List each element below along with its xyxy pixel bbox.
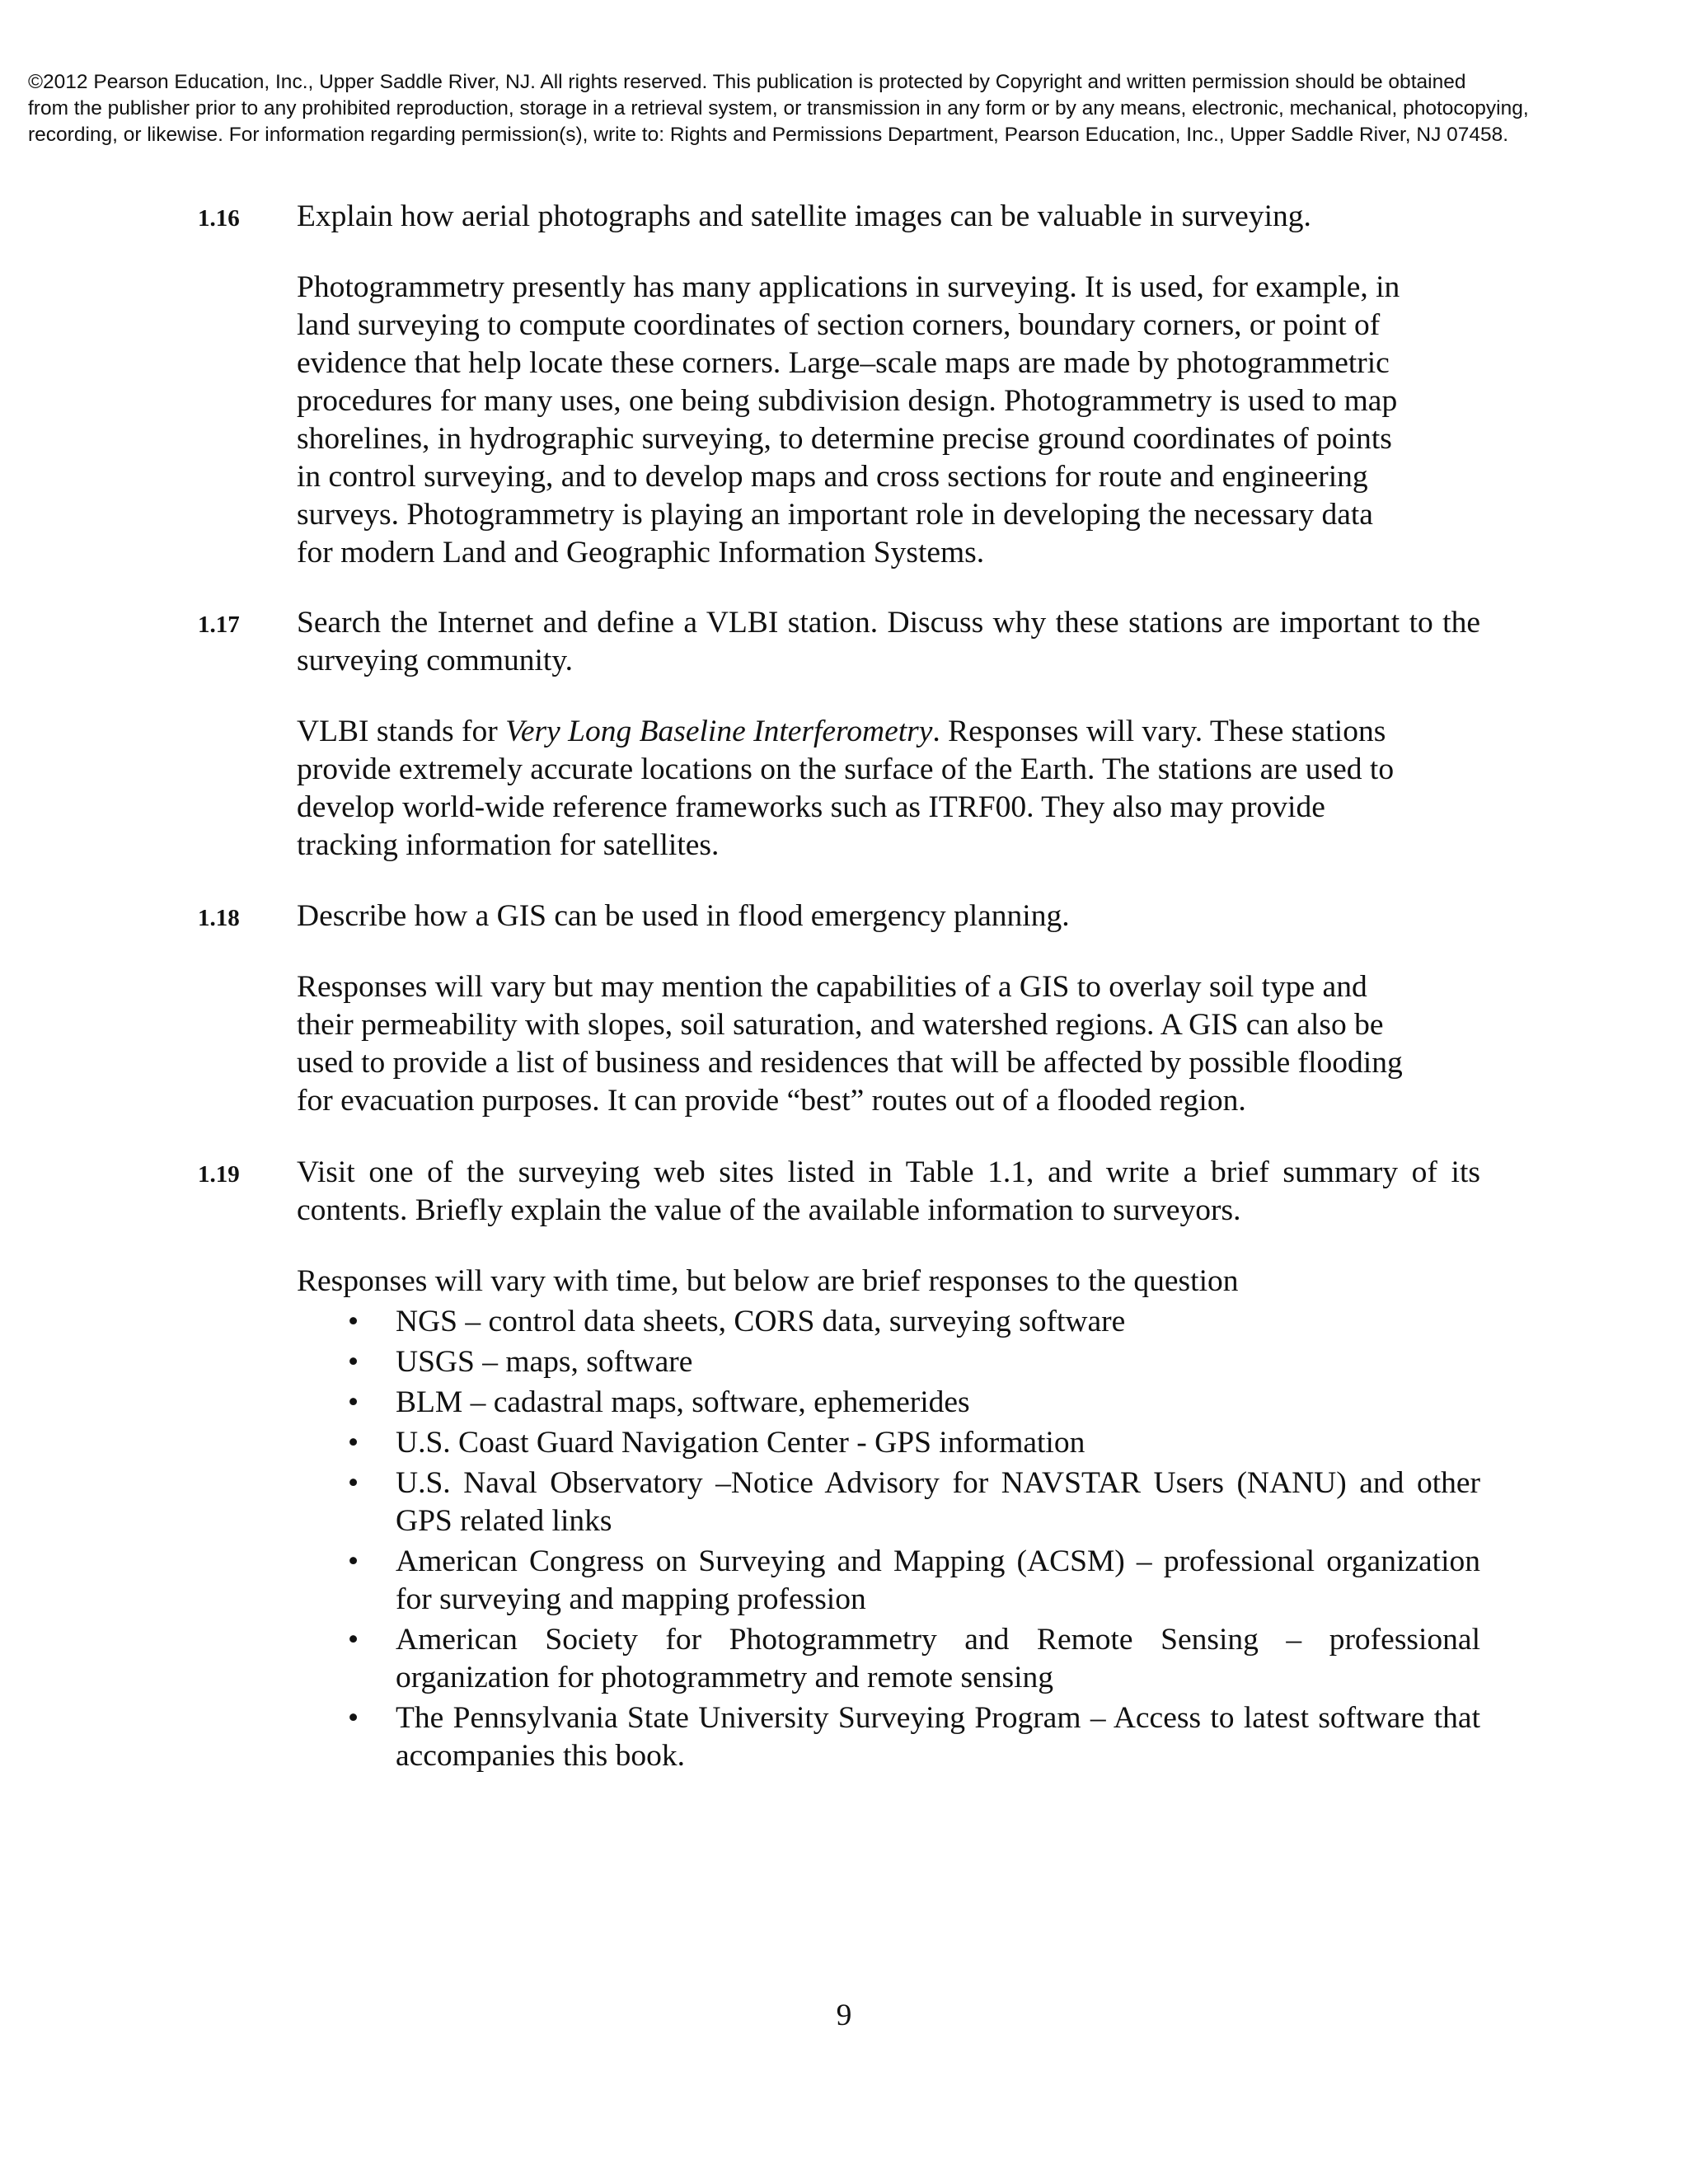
answer-line: provide extremely accurate locations on the surface of the Earth. The stations are used to (297, 752, 1395, 786)
answer-line: evidence that help locate these corners. Large–scale maps are made by photogrammetric (297, 346, 1390, 380)
answer-line: used to provide a list of business and residences that will be affected by possible flooding (297, 1046, 1403, 1080)
answer-line: their permeability with slopes, soil saturation, and watershed regions. A GIS can also be (297, 1008, 1384, 1042)
problem-question: Describe how a GIS can be used in flood emergency planning. (297, 899, 1070, 933)
list-item-text: The Pennsylvania State University Surveying Program – Access to latest software that accompanies this book. (396, 1701, 1480, 1773)
problem-1-19 (198, 1154, 1484, 1775)
answer-line (297, 713, 1480, 751)
list-item-text: American Congress on Surveying and Mapping (ACSM) – professional organization for surveying and mapping profession (396, 1544, 1480, 1616)
bullet-icon: • (348, 1701, 359, 1735)
answer-line: shorelines, in hydrographic surveying, to determine precise ground coordinates of points (297, 422, 1392, 456)
answer-italic-term: Very Long Baseline Interferometry (505, 715, 933, 748)
bullet-icon: • (348, 1466, 359, 1500)
answer-prefix: VLBI stands for (297, 715, 506, 748)
problem-number: 1.18 (198, 905, 240, 931)
list-item (297, 1303, 1480, 1341)
answer-suffix: . Responses will vary. These stations (932, 715, 1386, 748)
list-item (297, 1543, 1480, 1619)
list-item-text: American Society for Photogrammetry and Remote Sensing – professional organization for photogrammetry and remote sensing (396, 1623, 1480, 1694)
list-item-text: BLM – cadastral maps, software, ephemerides (396, 1385, 970, 1419)
copyright-line: from the publisher prior to any prohibited reproduction, storage in a retrieval system, or transmission in any form or by any means, electronic, mechanical, photocopying, (28, 97, 1529, 120)
answer-line: for evacuation purposes. It can provide “best” routes out of a flooded region. (297, 1084, 1246, 1118)
problem-1-16 (198, 198, 1484, 572)
list-item (297, 1465, 1480, 1540)
list-item (297, 1621, 1480, 1697)
list-item-text: U.S. Coast Guard Navigation Center - GPS information (396, 1426, 1085, 1460)
problem-question: Visit one of the surveying web sites listed in Table 1.1, and write a brief summary of its contents. Briefly explain the value of the available information to surveyors. (297, 1155, 1480, 1227)
bullet-icon: • (348, 1426, 359, 1460)
answer-line: surveys. Photogrammetry is playing an important role in developing the necessary data (297, 498, 1373, 532)
problem-1-17 (198, 604, 1484, 865)
bullet-icon: • (348, 1345, 359, 1379)
answer-line: Responses will vary but may mention the capabilities of a GIS to overlay soil type and (297, 970, 1367, 1004)
list-item-text: NGS – control data sheets, CORS data, surveying software (396, 1305, 1126, 1338)
list-item (297, 1424, 1480, 1462)
problem-answer (297, 269, 1480, 572)
problem-answer (297, 968, 1480, 1120)
copyright-header (28, 69, 1660, 148)
response-list (297, 1303, 1480, 1775)
bullet-icon: • (348, 1623, 359, 1657)
answer-line: develop world-wide reference frameworks such as ITRF00. They also may provide (297, 790, 1325, 824)
answer-line: procedures for many uses, one being subdivision design. Photogrammetry is used to map (297, 384, 1398, 418)
list-item (297, 1699, 1480, 1775)
copyright-line: ©2012 Pearson Education, Inc., Upper Saddle River, NJ. All rights reserved. This publication is protected by Copyright and written permission should be obtained (28, 71, 1466, 93)
problem-1-18 (198, 898, 1484, 1120)
list-item-text: USGS – maps, software (396, 1345, 693, 1379)
answer-line: land surveying to compute coordinates of section corners, boundary corners, or point of (297, 308, 1381, 342)
problem-number: 1.17 (198, 612, 240, 638)
copyright-line: recording, or likewise. For information regarding permission(s), write to: Rights and Permissions Department, Pearson Education, Inc., Upper Saddle River, NJ 07458. (28, 124, 1509, 146)
bullet-icon: • (348, 1305, 359, 1338)
problem-question: Explain how aerial photographs and satellite images can be valuable in surveying. (297, 199, 1311, 233)
bullet-icon: • (348, 1385, 359, 1419)
answer-line: for modern Land and Geographic Information Systems. (297, 536, 985, 569)
answer-line: in control surveying, and to develop maps and cross sections for route and engineering (297, 460, 1368, 494)
list-item (297, 1343, 1480, 1381)
answer-line: Photogrammetry presently has many applications in surveying. It is used, for example, in (297, 270, 1400, 304)
problem-question: Search the Internet and define a VLBI station. Discuss why these stations are important to the surveying community. (297, 606, 1480, 677)
answer-intro: Responses will vary with time, but below are brief responses to the question (297, 1264, 1239, 1298)
problem-answer (297, 713, 1480, 865)
answer-line: tracking information for satellites. (297, 828, 720, 862)
problem-number: 1.19 (198, 1161, 240, 1188)
list-item (297, 1384, 1480, 1422)
bullet-icon: • (348, 1544, 359, 1578)
problem-number: 1.16 (198, 205, 240, 232)
list-item-text: U.S. Naval Observatory –Notice Advisory for NAVSTAR Users (NANU) and other GPS related links (396, 1466, 1480, 1538)
page-number: 9 (836, 1999, 852, 2032)
